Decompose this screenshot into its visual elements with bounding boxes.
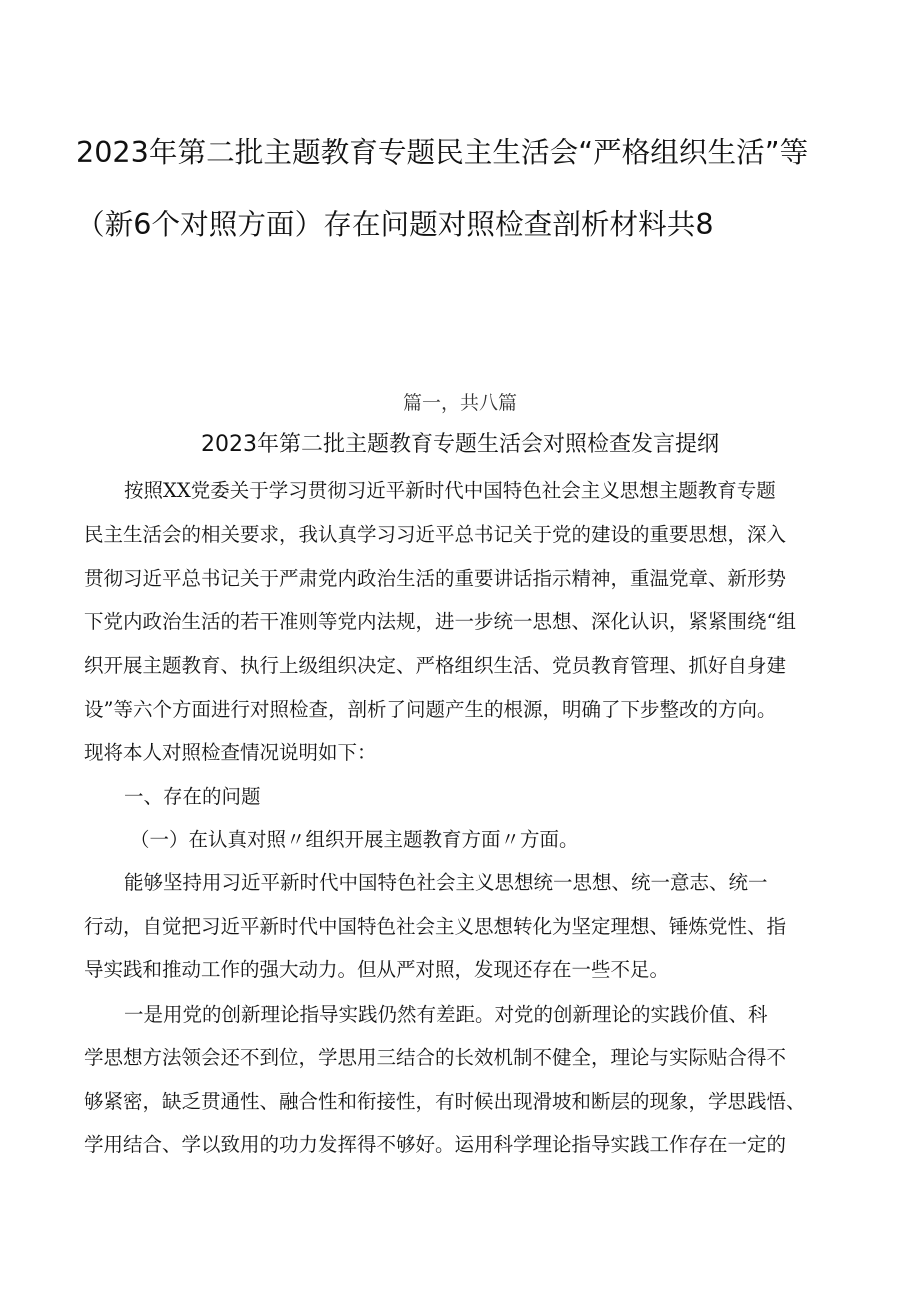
body-line: 民主生活会的相关要求，我认真学习习近平总书记关于党的建设的重要思想，深入 (84, 523, 787, 546)
body-line: 能够坚持用习近平新时代中国特色社会主义思想统一思想、统一意志、统一 (124, 871, 768, 894)
body-line: 学用结合、学以致用的功力发挥得不够好。运用科学理论指导实践工作存在一定的 (84, 1133, 787, 1156)
body-line: 下党内政治生活的若干准则等党内法规，进一步统一思想、深化认识，紧紧围绕“组 (84, 610, 796, 633)
body-line: 贯彻习近平总书记关于严肃党内政治生活的重要讲话指示精神，重温党章、新形势 (84, 567, 787, 590)
body-line: 按照XX党委关于学习贯彻习近平新时代中国特色社会主义思想主题教育专题 (124, 479, 776, 502)
document-title-line-1: 2023年第二批主题教育专题民主生活会“严格组织生活”等 (76, 135, 809, 169)
body-line: 学思想方法领会还不到位，学思用三结合的长效机制不健全，理论与实际贴合得不 (84, 1046, 787, 1069)
body-line: 设”等六个方面进行对照检查，剖析了问题产生的根源，明确了下步整改的方向。 (84, 698, 777, 721)
body-line: 够紧密，缺乏贯通性、融合性和衔接性，有时候出现滑坡和断层的现象，学思践悟、 (84, 1090, 806, 1113)
body-line: 一是用党的创新理论指导实践仍然有差距。对党的创新理论的实践价值、科 (124, 1003, 768, 1026)
section-title: 2023年第二批主题教育专题生活会对照检查发言提纲 (201, 432, 719, 457)
body-line: 行动，自觉把习近平新时代中国特色社会主义思想转化为坚定理想、锤炼党性、指 (84, 915, 787, 938)
body-line: 现将本人对照检查情况说明如下： (84, 741, 377, 764)
section-label: 篇一，共八篇 (402, 392, 517, 414)
body-line: 导实践和推动工作的强大动力。但从严对照，发现还存在一些不足。 (84, 958, 670, 981)
section-heading: 一、存在的问题 (124, 785, 261, 808)
document-title-line-2: （新6个对照方面）存在问题对照检查剖析材料共8 (76, 207, 714, 241)
subsection-heading: （一）在认真对照〃组织开展主题教育方面〃方面。 (130, 828, 579, 851)
body-line: 织开展主题教育、执行上级组织决定、严格组织生活、党员教育管理、抓好自身建 (84, 654, 787, 677)
